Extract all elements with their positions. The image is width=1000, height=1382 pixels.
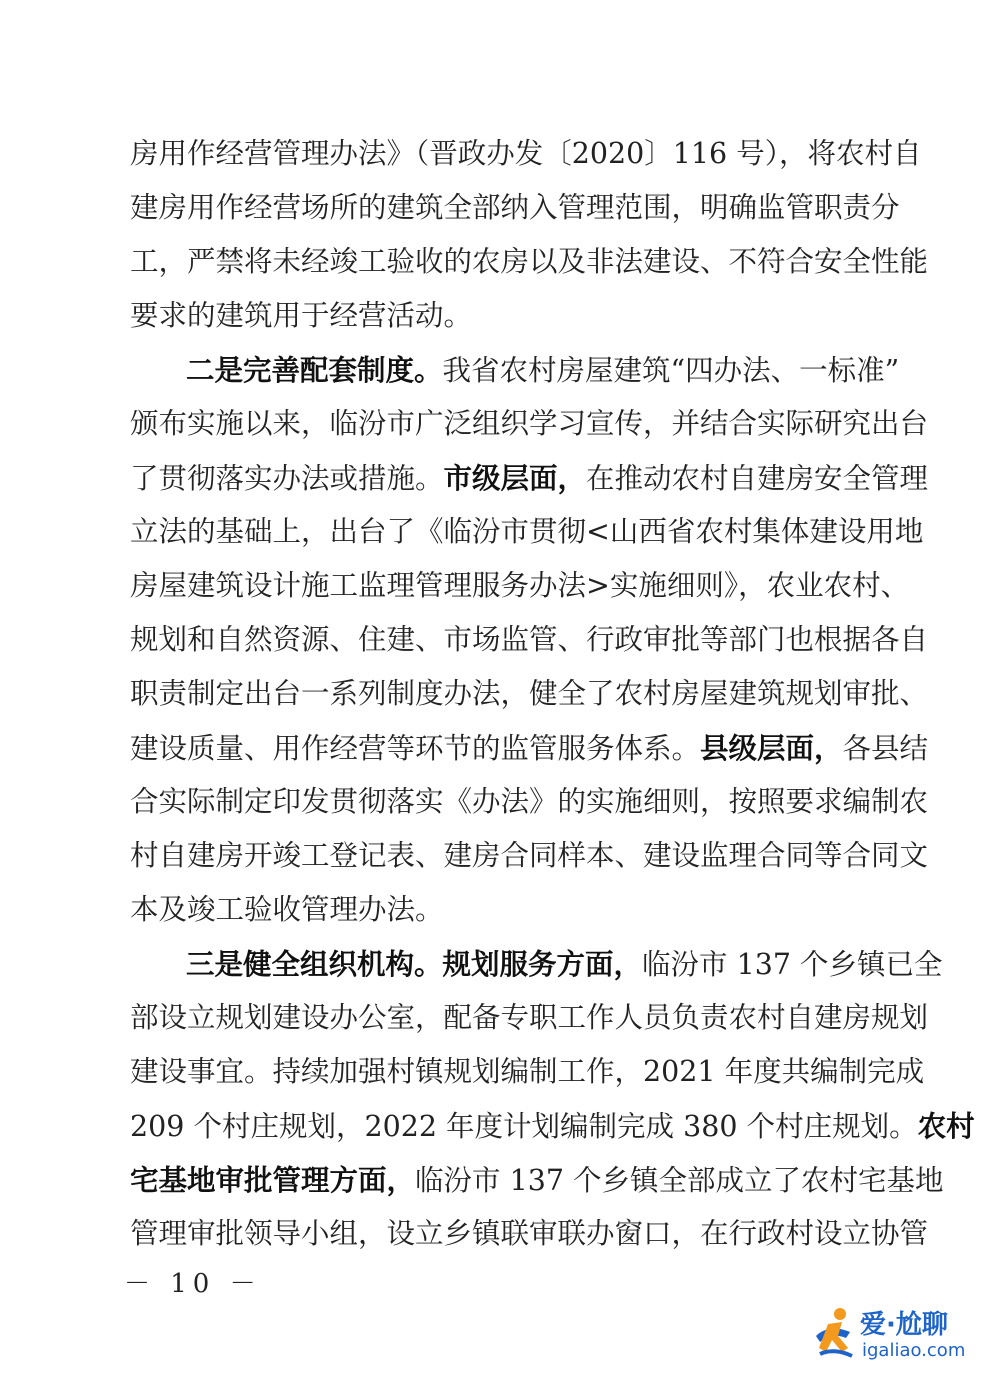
bold-phrase: 农村 <box>917 1109 975 1143</box>
text-line: 规划和自然资源、住建、市场监管、行政审批等部门也根据各自 <box>130 623 929 656</box>
page-number: － 10 － <box>124 1269 262 1299</box>
watermark-url: igaliao.com <box>862 1340 966 1361</box>
watermark <box>810 1300 982 1368</box>
bold-phrase: 宅基地审批管理方面， <box>130 1163 416 1197</box>
text-line: 合实际制定印发贯彻落实《办法》的实施细则，按照要求编制农 <box>130 785 929 818</box>
watermark-title: 爱·尬聊 <box>860 1310 948 1340</box>
section-heading: 三是健全组织机构。规划服务方面， <box>186 947 643 981</box>
text-line: 了贯彻落实办法或措施。市级层面，在推动农村自建房安全管理 <box>130 461 929 495</box>
text-line: 本及竣工验收管理办法。 <box>130 893 444 926</box>
text-line: 房屋建筑设计施工监理管理服务办法>实施细则》，农业农村、 <box>130 569 910 602</box>
section-heading: 二是完善配套制度。 <box>186 353 443 387</box>
text-line: 立法的基础上，出台了《临汾市贯彻<山西省农村集体建设用地 <box>130 515 924 548</box>
text-line: 颁布实施以来，临汾市广泛组织学习宣传，并结合实际研究出台 <box>130 407 929 440</box>
text-line: 管理审批领导小组，设立乡镇联审联办窗口，在行政村设立协管 <box>130 1217 929 1250</box>
text-line: 209 个村庄规划，2022 年度计划编制完成 380 个村庄规划。农村 <box>130 1109 975 1143</box>
text-line: 三是健全组织机构。规划服务方面，临汾市 137 个乡镇已全 <box>186 947 943 981</box>
text-line: 建房用作经营场所的建筑全部纳入管理范围，明确监管职责分 <box>130 191 900 224</box>
text-line: 工，严禁将未经竣工验收的农房以及非法建设、不符合安全性能 <box>130 245 929 278</box>
text-line: 部设立规划建设办公室，配备专职工作人员负责农村自建房规划 <box>130 1001 929 1034</box>
text-line: 建设事宜。持续加强村镇规划编制工作，2021 年度共编制完成 <box>130 1055 925 1088</box>
text-line: 二是完善配套制度。我省农村房屋建筑“四办法、一标准” <box>186 353 900 387</box>
text-line: 宅基地审批管理方面，临汾市 137 个乡镇全部成立了农村宅基地 <box>130 1163 944 1197</box>
bold-phrase: 市级层面， <box>443 461 587 495</box>
text-line: 村自建房开竣工登记表、建房合同样本、建设监理合同等合同文 <box>130 839 929 872</box>
bold-phrase: 县级层面， <box>700 731 843 765</box>
text-line: 要求的建筑用于经营活动。 <box>130 299 473 332</box>
text-line: 职责制定出台一系列制度办法，健全了农村房屋建筑规划审批、 <box>130 677 929 710</box>
text-line: 房用作经营管理办法》（晋政办发〔2020〕116 号），将农村自 <box>130 137 922 170</box>
text-line: 建设质量、用作经营等环节的监管服务体系。县级层面，各县结 <box>130 731 929 765</box>
running-figure-logo-icon <box>810 1302 858 1364</box>
